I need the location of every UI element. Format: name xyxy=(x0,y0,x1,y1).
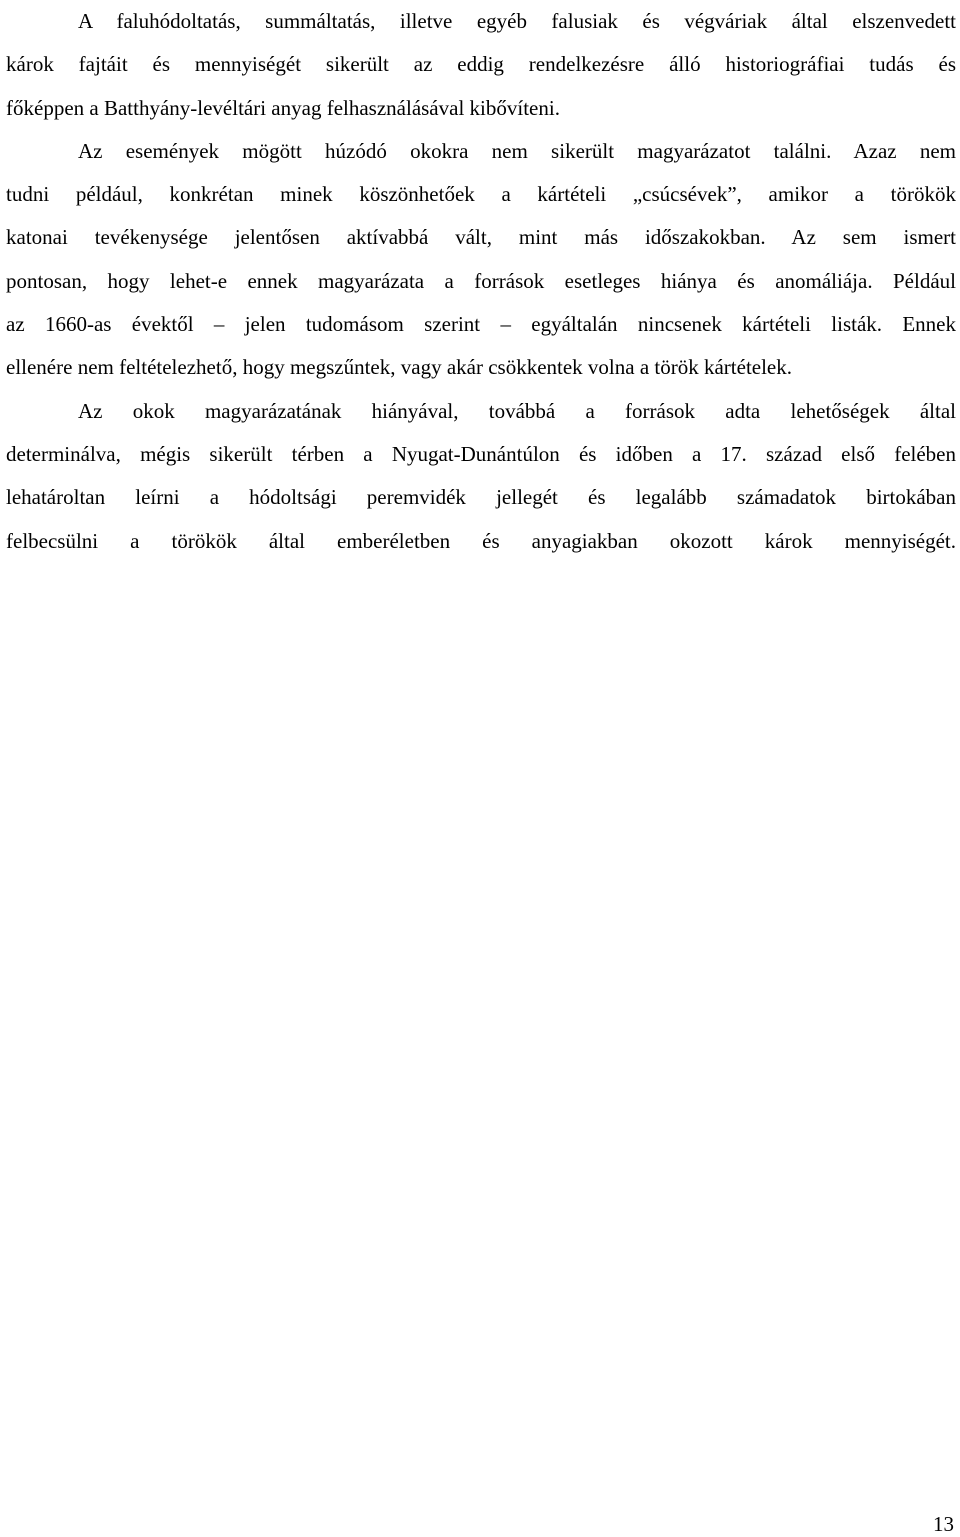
paragraph-1-line-3: főképpen a Batthyány-levéltári anyag felhasználásával kibővíteni. xyxy=(6,95,560,120)
paragraph-2-line-3: katonai tevékenysége jelentősen aktívabbá vált, mint más időszakokban. Az sem ismert xyxy=(6,225,956,250)
paragraph-3-line-4: felbecsülni a törökök által emberéletben és anyagiakban okozott károk mennyiségét. xyxy=(6,528,956,553)
body-text xyxy=(6,0,956,563)
paragraph-2-line-1: Az események mögött húzódó okokra nem sikerült magyarázatot találni. Azaz nem xyxy=(78,138,956,163)
paragraph-3-line-2: determinálva, mégis sikerült térben a Nyugat-Dunántúlon és időben a 17. század első felében xyxy=(6,441,956,466)
paragraph-1-line-2: károk fajtáit és mennyiségét sikerült az eddig rendelkezésre álló historiográfiai tudás és xyxy=(6,52,956,77)
paragraph-1-line-1: A faluhódoltatás, summáltatás, illetve egyéb falusiak és végváriak által elszenvedett xyxy=(78,9,956,33)
paragraph-3-line-3: lehatároltan leírni a hódoltsági peremvidék jellegét és legalább számadatok birtokában xyxy=(6,485,956,510)
page-number: 13 xyxy=(933,1512,954,1536)
paragraph-2-line-5: az 1660-as évektől – jelen tudomásom szerint – egyáltalán nincsenek kártételi listák. Ennek xyxy=(6,312,956,337)
paragraph-2-line-4: pontosan, hogy lehet-e ennek magyarázata a források esetleges hiánya és anomáliája. Például xyxy=(6,268,956,293)
paragraph-2-line-2: tudni például, konkrétan minek köszönhetőek a kártételi „csúcsévek”, amikor a törökök xyxy=(6,182,956,207)
paragraph-2-line-6: ellenére nem feltételezhető, hogy megszűntek, vagy akár csökkentek volna a török kártételek. xyxy=(6,355,793,380)
paragraph-3-line-1: Az okok magyarázatának hiányával, továbbá a források adta lehetőségek által xyxy=(78,398,956,423)
